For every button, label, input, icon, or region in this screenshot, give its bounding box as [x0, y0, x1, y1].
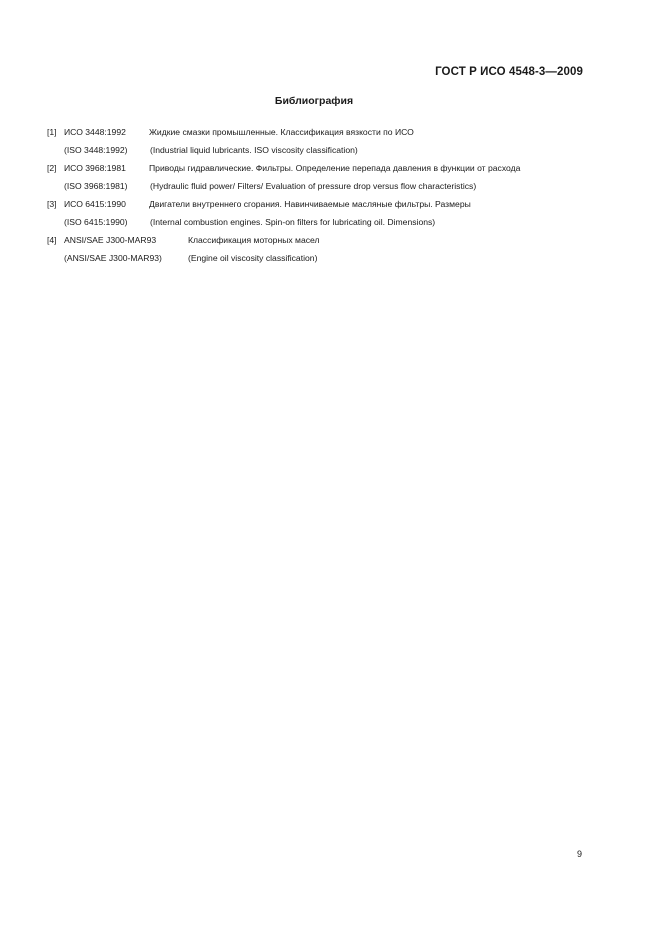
entry-intl-standard: (ISO 3448:1992) [64, 145, 128, 155]
entry-number: [1] [47, 127, 57, 137]
bibliography-entry-2 [47, 159, 607, 195]
entry-title: Двигатели внутреннего сгорания. Навинчиваемые масляные фильтры. Размеры [149, 199, 471, 209]
entry-intl-title: (Internal combustion engines. Spin-on filters for lubricating oil. Dimensions) [150, 217, 436, 227]
entry-line [47, 159, 607, 177]
entry-line [47, 195, 607, 213]
entry-standard: ANSI/SAE J300-MAR93 [64, 235, 157, 245]
entry-standard: ИСО 6415:1990 [64, 199, 126, 209]
entry-intl-standard: (ISO 3968:1981) [64, 181, 128, 191]
entry-title: Приводы гидравлические. Фильтры. Определение перепада давления в функции от расхода [149, 163, 521, 173]
entry-title: Жидкие смазки промышленные. Классификация вязкости по ИСО [149, 127, 414, 137]
entry-standard: ИСО 3448:1992 [64, 127, 126, 137]
entry-intl-line [47, 177, 607, 195]
entry-line [47, 123, 607, 141]
section-title: Библиография [274, 95, 354, 107]
entry-intl-title: (Hydraulic fluid power/ Filters/ Evaluation of pressure drop versus flow characteristics) [150, 181, 477, 191]
entry-number: [2] [47, 163, 57, 173]
entry-intl-standard: (ISO 6415:1990) [64, 217, 128, 227]
entry-intl-title: (Industrial liquid lubricants. ISO viscosity classification) [150, 145, 358, 155]
entry-intl-standard: (ANSI/SAE J300-MAR93) [64, 253, 162, 263]
entry-intl-line [47, 249, 607, 267]
bibliography-entry-3 [47, 195, 607, 231]
entry-number: [4] [47, 235, 57, 245]
entry-intl-line [47, 141, 607, 159]
entry-title: Классификация моторных масел [188, 235, 320, 245]
bibliography-entry-1 [47, 123, 607, 159]
entry-intl-line [47, 213, 607, 231]
entry-intl-title: (Engine oil viscosity classification) [188, 253, 318, 263]
bibliography-entry-4 [47, 231, 607, 267]
entry-line [47, 231, 607, 249]
page-number: 9 [576, 849, 582, 859]
entry-standard: ИСО 3968:1981 [64, 163, 126, 173]
bibliography-list [47, 123, 607, 267]
entry-number: [3] [47, 199, 57, 209]
document-code: ГОСТ Р ИСО 4548-3—2009 [435, 66, 583, 78]
